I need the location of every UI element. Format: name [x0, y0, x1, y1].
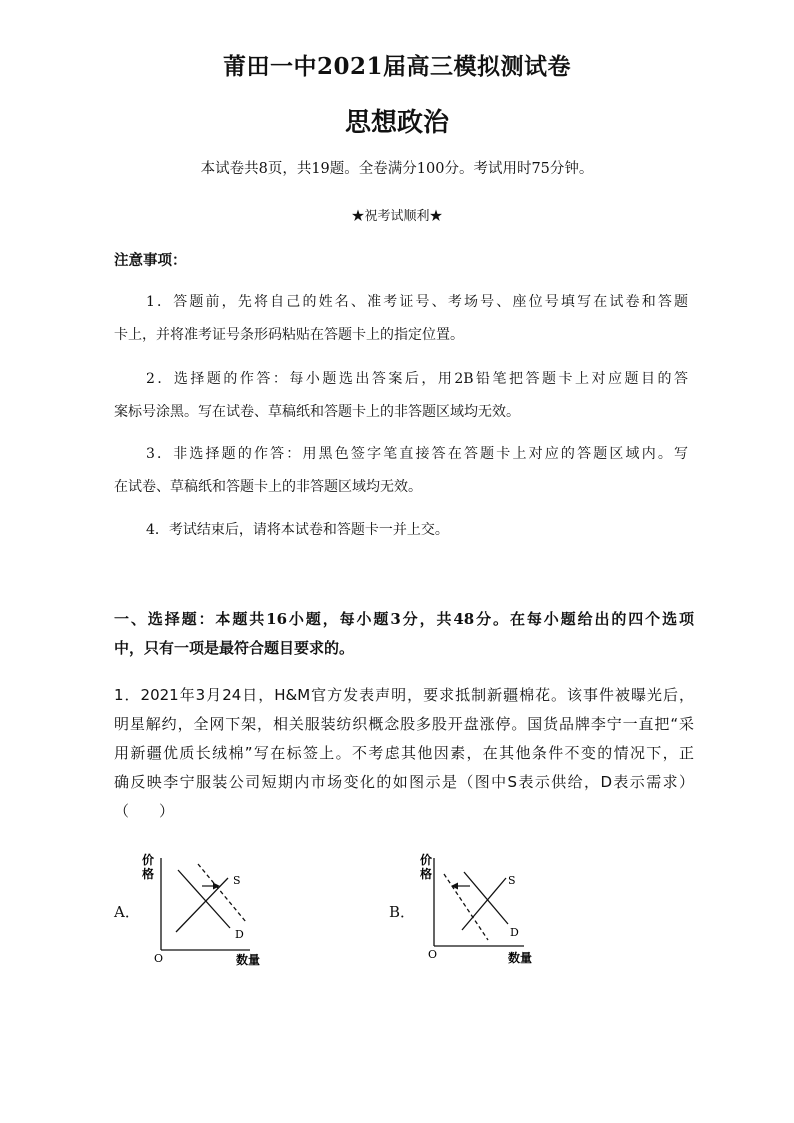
notice-item-2-line1: 2．选择题的作答：每小题选出答案后，用2B铅笔把答题卡上对应题目的答 — [146, 371, 688, 387]
notice-item-2-line2: 案标号涂黑。写在试卷、草稿纸和答题卡上的非答题区域均无效。 — [114, 404, 520, 420]
question-1-line1: 1．2021年3月24日，H&M官方发表声明，要求抵制新疆棉花。该事件被曝光后， — [114, 686, 694, 704]
option-a-label[interactable]: A． — [114, 903, 140, 921]
section-heading-line1: 一、选择题：本题共16小题，每小题3分，共48分。在每小题给出的四个选项 — [114, 610, 694, 628]
option-a-s-label: S — [233, 874, 241, 887]
answer-blank: （ ） — [114, 802, 175, 820]
option-b-y-axis-label-char1: 价 — [420, 853, 433, 867]
section-heading-line2: 中，只有一项是最符合题目要求的。 — [114, 639, 355, 657]
notice-item-1-line1: 1．答题前，先将自己的姓名、准考证号、考场号、座位号填写在试卷和答题 — [146, 294, 688, 310]
question-1-line3: 用新疆优质长绒棉”写在标签上。不考虑其他因素，在其他条件不变的情况下，正 — [114, 744, 694, 762]
option-b-y-axis-label-char2: 格 — [420, 867, 433, 881]
option-b-x-axis-label: 数量 — [508, 951, 533, 965]
option-b-label[interactable]: B． — [389, 903, 416, 921]
exam-title: 莆田一中2021届高三模拟测试卷 — [222, 53, 571, 80]
question-1-stem — [114, 681, 694, 826]
question-1-line4: 确反映李宁服装公司短期内市场变化的如图示是（图中S表示供给，D表示需求） — [114, 773, 694, 791]
section-heading — [114, 605, 694, 663]
option-b-d-label: D — [510, 926, 519, 939]
option-a-y-axis-label-char1: 价 — [142, 853, 155, 867]
option-b-shift-arrowhead — [451, 883, 458, 890]
notice-item-4-line1: 4．考试结束后，请将本试卷和答题卡一并上交。 — [146, 522, 449, 538]
question-1-line2: 明星解约，全网下架，相关服装纺织概念股多股开盘涨停。国货品牌李宁一直把“采 — [114, 715, 694, 733]
option-a-graph[interactable] — [140, 850, 270, 970]
option-b-s-label: S — [508, 874, 516, 887]
option-a-new-demand-curve — [198, 864, 246, 922]
notice-item-3 — [114, 438, 688, 504]
exam-info: 本试卷共8页，共19题。全卷满分100分。考试用时75分钟。 — [200, 161, 594, 177]
option-a-shift-arrowhead — [213, 883, 220, 890]
notice-item-4 — [114, 514, 688, 547]
option-b-origin: O — [428, 948, 438, 961]
notice-item-1 — [114, 286, 688, 352]
option-a-origin: O — [154, 952, 164, 965]
notice-item-1-line2: 卡上，并将准考证号条形码粘贴在答题卡上的指定位置。 — [114, 327, 464, 343]
option-a-d-label: D — [235, 928, 244, 941]
notice-item-3-line1: 3．非选择题的作答：用黑色签字笔直接答在答题卡上对应的答题区域内。写 — [146, 446, 688, 462]
notice-item-3-line2: 在试卷、草稿纸和答题卡上的非答题区域均无效。 — [114, 479, 422, 495]
option-a-demand-curve — [178, 870, 230, 928]
option-b-demand-curve — [464, 872, 508, 924]
notice-item-2 — [114, 363, 688, 429]
option-b-graph[interactable] — [412, 850, 542, 970]
notice-heading: 注意事项： — [114, 252, 187, 269]
option-a-x-axis-label: 数量 — [236, 953, 261, 967]
option-a-y-axis-label-char2: 格 — [142, 867, 155, 881]
good-luck-line: ★祝考试顺利★ — [351, 209, 443, 224]
subject-title: 思想政治 — [344, 108, 449, 138]
